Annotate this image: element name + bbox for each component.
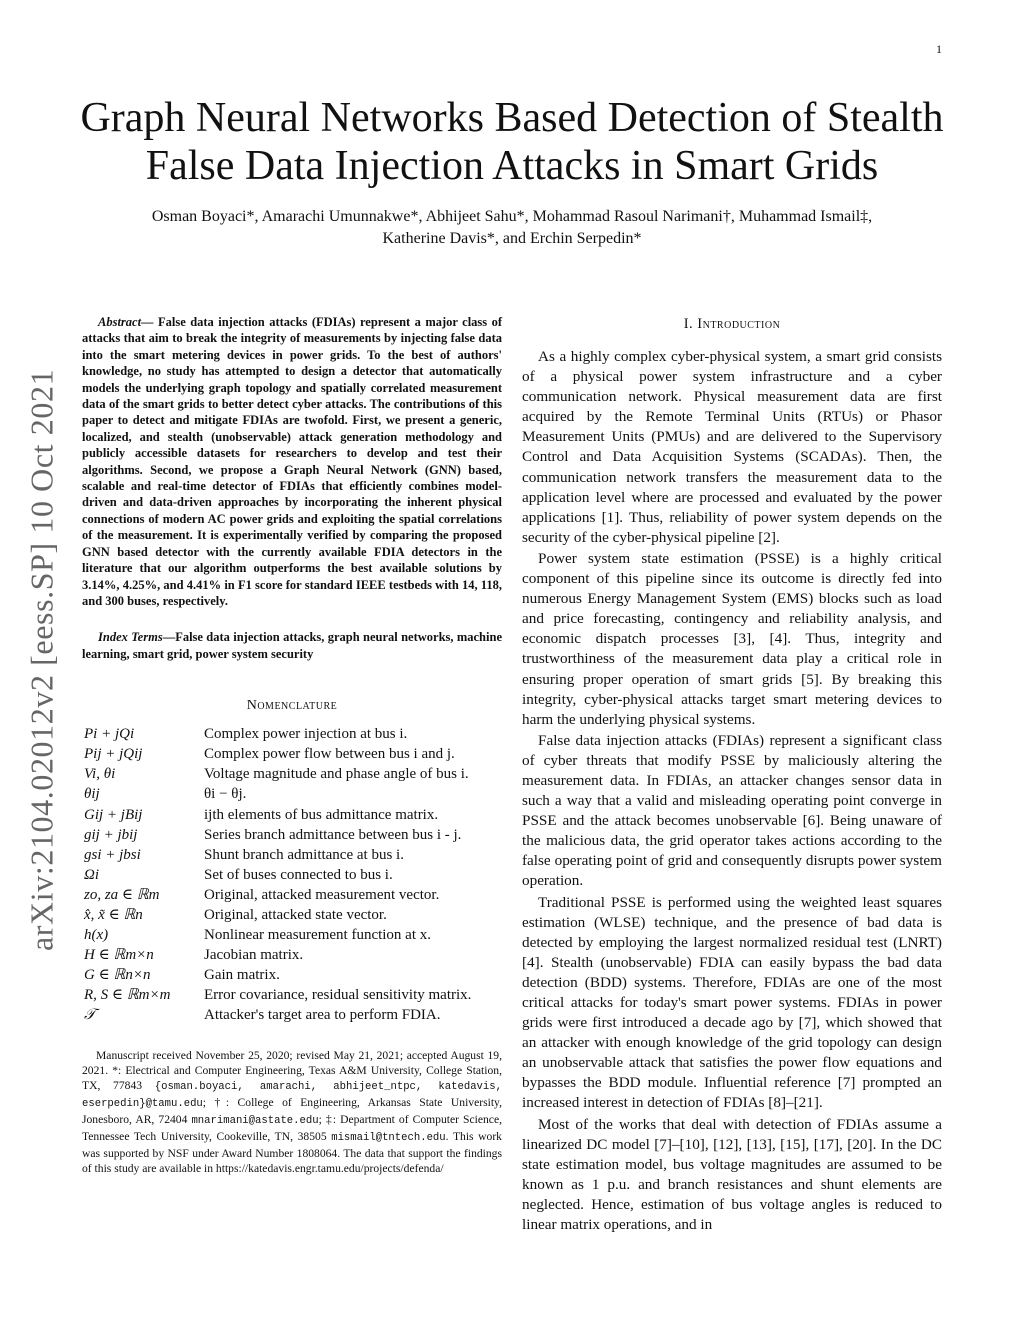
footnote-email-astate: mnarimani@astate.edu [191, 1114, 319, 1127]
section-heading-introduction: I. Introduction [683, 316, 781, 332]
nomenclature-list [82, 724, 502, 1025]
nomenclature-description: Voltage magnitude and phase angle of bus i. [204, 766, 469, 783]
title-line-1: Graph Neural Networks Based Detection of Stealth [80, 95, 944, 141]
nomenclature-symbol: h(x) [84, 927, 109, 944]
nomenclature-symbol: H ∈ ℝm×n [84, 947, 154, 964]
index-terms-label: Index Terms [98, 630, 163, 645]
left-column [82, 314, 502, 1176]
paper-title [60, 94, 964, 190]
nomenclature-row [82, 985, 502, 1005]
arxiv-identifier: arXiv:2104.02012v2 [eess.SP] 10 Oct 2021 [23, 368, 60, 952]
nomenclature-symbol: gij + jbij [84, 826, 138, 843]
nomenclature-row [82, 784, 502, 804]
intro-paragraph: As a highly complex cyber-physical system, a smart grid consists of a physical power system infrastructure and a cyber communication network. Physical measurement data are first acquired by the Remote Terminal Units (RTUs) or Phasor Measurement Units (PMUs) and are delivered to the Supervisory Control and Data Acquisition Systems (SCADAs). Then, the communication network transfers the measurement data to the application level where are processed and evaluated by the power applications [1]. Thus, reliability of power system depends on the security of the cyber-physical pipeline [2]. [522, 348, 942, 546]
title-line-2: False Data Injection Attacks in Smart Grids [145, 143, 879, 189]
nomenclature-symbol: Pi + jQi [84, 726, 135, 743]
nomenclature-row [82, 805, 502, 825]
intro-paragraph: Power system state estimation (PSSE) is a highly critical component of this pipeline since its outcome is directly fed into numerous Energy Management System (EMS) blocks such as load and price forecasting, contingency and reliability analysis, and economic dispatch processes [3], [4]. Thus, integrity and trustworthiness of the measurement data play a critical role in ensuring proper operation of smart grids [5]. By breaking this integrity, cyber-physical attacks target smart metering devices to harm the underlying physical systems. [522, 549, 942, 728]
index-terms [82, 629, 502, 662]
footnote-email-tntech: mismail@tntech.edu [331, 1131, 446, 1144]
nomenclature-symbol: θij [84, 786, 100, 803]
nomenclature-description: Original, attacked measurement vector. [204, 886, 440, 903]
abstract-text: False data injection attacks (FDIAs) represent a major class of attacks that aim to break the integrity of measurements by injecting false data into the smart metering devices in power grids. To the best of authors' knowledge, no study has attempted to design a detector that automatically models the underlying graph topology and spatially correlated measurement data of the smart grids to better detect cyber attacks. The contributions of this paper to detect and mitigate FDIAs are twofold. First, we present a generic, localized, and stealth (unobservable) attack generation methodology and publicly accessible datasets for researchers to develop and test their algorithms. Second, we propose a Graph Neural Network (GNN) based, scalable and real-time detector of FDIAs that efficiently combines model-driven and data-driven approaches by incorporating the inherent physical connections of modern AC power grids and exploiting the spatial correlations of the measurement. It is experimentally verified by comparing the proposed GNN based detector with the currently available FDIA detectors in the literature that our algorithm outperforms the best available solutions by 3.14%, 4.25%, and 4.41% in F1 score for standard IEEE testbeds with 14, 118, and 300 buses, respectively. [82, 315, 502, 608]
footnote-text-4: . This work was supported by NSF under Award Number 1808064. The data that support the findings of this study are available in https://katedavis.engr.tamu.edu/projects/defenda/ [82, 1129, 502, 1175]
nomenclature-description: Shunt branch admittance at bus i. [204, 846, 404, 863]
manuscript-footnote [82, 1048, 502, 1176]
nomenclature-description: Set of buses connected to bus i. [204, 866, 393, 883]
nomenclature-row [82, 945, 502, 965]
nomenclature-symbol: Vi, θi [84, 766, 116, 783]
nomenclature-symbol: zo, za ∈ ℝm [84, 886, 160, 903]
nomenclature-row [82, 865, 502, 885]
footnote-text-1: Manuscript received November 25, 2020; revised May 21, 2021; accepted August 19, 2021. *: Electrical and Computer Engineering, Texas A&M University, College Station, TX, 77843 [82, 1048, 502, 1092]
abstract [82, 314, 502, 609]
nomenclature-row [82, 1005, 502, 1025]
authors-line-2: Katherine Davis*, and Erchin Serpedin* [382, 230, 642, 247]
nomenclature-description: Gain matrix. [204, 967, 280, 984]
nomenclature-description: θi − θj. [204, 786, 247, 803]
nomenclature-symbol: gsi + jbsi [84, 846, 141, 863]
nomenclature-symbol: R, S ∈ ℝm×m [84, 987, 171, 1004]
intro-paragraph: Most of the works that deal with detection of FDIAs assume a linearized DC model [7]–[10], [12], [13], [15], [17], [20]. In the DC state estimation model, bus voltage magnitudes are assumed to be known as 1 p.u. and branch resistances and shunt elements are neglected. Hence, estimation of bus voltage angles is reduced to linear matrix operations, and in [522, 1115, 942, 1234]
nomenclature-symbol: Gij + jBij [84, 806, 143, 823]
nomenclature-symbol: Ωi [84, 866, 100, 883]
nomenclature-row [82, 925, 502, 945]
footnote-text-3: ; ‡: Department of Computer Science, Tennessee Tech University, Cookeville, TN, 38505 [82, 1112, 502, 1143]
nomenclature-description: Attacker's target area to perform FDIA. [204, 1007, 441, 1024]
nomenclature-description: Original, attacked state vector. [204, 906, 387, 923]
footnote-email-tamu: {osman.boyaci, amarachi, abhijeet_ntpc, katedavis, eserpedin}@tamu.edu [82, 1080, 502, 1110]
nomenclature-row [82, 905, 502, 925]
nomenclature-row [82, 724, 502, 744]
nomenclature-symbol: G ∈ ℝn×n [84, 967, 151, 984]
nomenclature-heading: Nomenclature [246, 698, 338, 714]
nomenclature-row [82, 965, 502, 985]
nomenclature-row [82, 825, 502, 845]
nomenclature-description: Nonlinear measurement function at x. [204, 927, 432, 944]
page-number: 1 [936, 42, 942, 56]
nomenclature-description: ijth elements of bus admittance matrix. [204, 806, 439, 823]
nomenclature-description: Series branch admittance between bus i - j. [204, 826, 462, 843]
nomenclature-description: Complex power flow between bus i and j. [204, 746, 455, 763]
right-column [522, 314, 942, 1236]
nomenclature-row [82, 885, 502, 905]
authors-line-1: Osman Boyaci*, Amarachi Umunnakwe*, Abhijeet Sahu*, Mohammad Rasoul Narimani†, Muhammad Ismail‡, [151, 208, 873, 225]
author-list [60, 206, 964, 250]
nomenclature-row [82, 845, 502, 865]
index-terms-text: —False data injection attacks, graph neural networks, machine learning, smart grid, power system security [82, 630, 502, 661]
footnote-text-2: ; †: College of Engineering, Arkansas State University, Jonesboro, AR, 72404 [82, 1095, 502, 1126]
abstract-label: Abstract— [98, 315, 154, 329]
intro-paragraph: Traditional PSSE is performed using the weighted least squares estimation (WLSE) technique, and the presence of bad data is detected by employing the largest normalized residual test (LNRT) [4]. Stealth (unobservable) FDIA can easily bypass the bad data detection (BDD) systems. Therefore, FDIAs are one of the most critical attacks for today's smart power systems. FDIAs in power grids were first introduced a decade ago by [7], which showed that an attacker with enough knowledge of the grid topology can design an unobservable attack that satisfies the power flow equations and bypasses the BDD module. Influential reference [7] prompted an increased interest in detection of FDIAs [8]–[21]. [522, 893, 942, 1112]
nomenclature-description: Jacobian matrix. [204, 947, 304, 964]
nomenclature-description: Complex power injection at bus i. [204, 726, 408, 743]
nomenclature-row [82, 744, 502, 764]
nomenclature-row [82, 764, 502, 784]
nomenclature-symbol: Pij + jQij [84, 746, 143, 763]
nomenclature-symbol: x̂, x̃ ∈ ℝn [84, 906, 143, 923]
intro-paragraph: False data injection attacks (FDIAs) represent a significant class of cyber threats that modify PSSE by maliciously altering the measurement data. In FDIAs, an attacker changes sensor data in such a way that a valid and misleading operating point converge in PSSE and the attack becomes unobservable [6]. Being unaware of the malicious data, the grid operator takes actions according to the false operating point of grid and consequently disrupts power system operation. [522, 731, 942, 890]
nomenclature-symbol: 𝒯 [84, 1007, 96, 1024]
nomenclature-description: Error covariance, residual sensitivity matrix. [204, 987, 472, 1004]
